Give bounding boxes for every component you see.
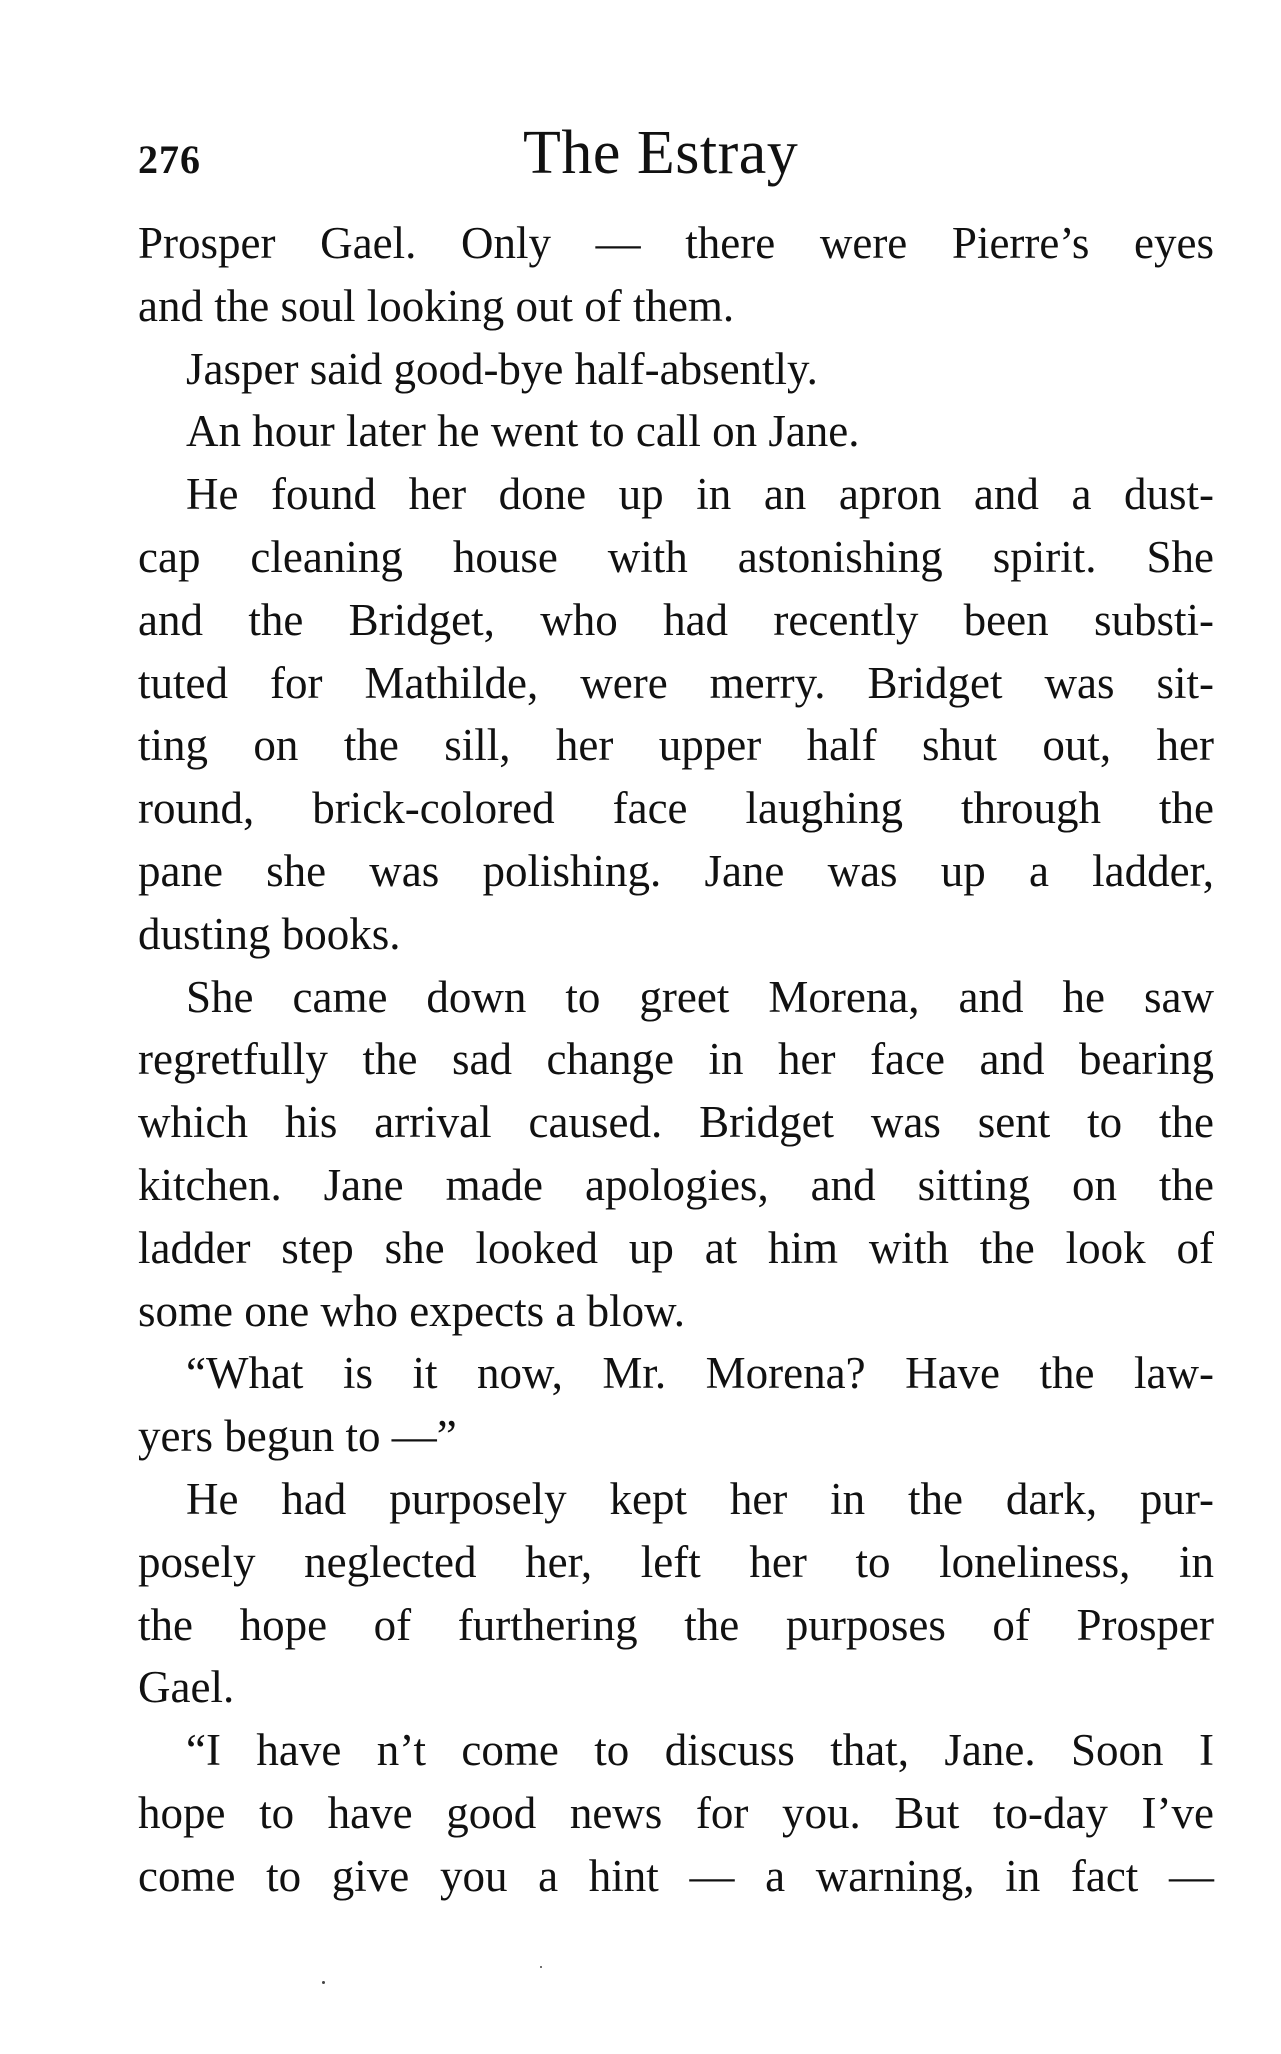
text-line: tuted for Mathilde, were merry. Bridget was sit- [138,657,1214,708]
text-line: He had purposely kept her in the dark, pur- [186,1473,1214,1524]
text-line: ting on the sill, her upper half shut out, her [138,720,1214,771]
text-line: pane she was polishing. Jane was up a ladder, [138,845,1214,896]
text-line: cap cleaning house with astonishing spirit. She [138,531,1214,582]
text-line: An hour later he went to call on Jane. [186,406,860,457]
book-page [138,118,1214,1908]
text-line: come to give you a hint — a warning, in fact — [138,1850,1214,1901]
text-line: Jasper said good-bye half-absently. [186,343,818,394]
text-line: round, brick-colored face laughing through the [138,783,1214,834]
text-line: “I have n’t come to discuss that, Jane. Soon I [186,1725,1214,1776]
scan-speck [322,1981,325,1984]
text-line: regretfully the sad change in her face and bearing [138,1034,1214,1085]
body-text [138,212,1214,1908]
text-line: dusting books. [138,908,401,959]
text-line: some one who expects a blow. [138,1285,685,1336]
text-line: Gael. [138,1662,235,1713]
page-header [138,118,1214,208]
text-line: yers begun to —” [138,1411,457,1462]
text-line: and the Bridget, who had recently been substi- [138,594,1214,645]
text-line: hope to have good news for you. But to-day I’ve [138,1787,1214,1838]
text-line: ladder step she looked up at him with the look of [138,1222,1214,1273]
text-line: and the soul looking out of them. [138,280,735,331]
text-line: She came down to greet Morena, and he saw [186,971,1214,1022]
running-title: The Estray [523,119,799,187]
scan-speck [540,1966,542,1968]
text-line: which his arrival caused. Bridget was sent to the [138,1097,1214,1148]
text-line: posely neglected her, left her to loneliness, in [138,1536,1214,1587]
text-line: the hope of furthering the purposes of Prosper [138,1599,1214,1650]
text-line: kitchen. Jane made apologies, and sitting on the [138,1159,1214,1210]
page-number: 276 [138,137,201,182]
text-line: Prosper Gael. Only — there were Pierre’s eyes [138,218,1214,268]
text-line: “What is it now, Mr. Morena? Have the law- [186,1348,1214,1399]
text-line: He found her done up in an apron and a dust- [186,469,1214,520]
